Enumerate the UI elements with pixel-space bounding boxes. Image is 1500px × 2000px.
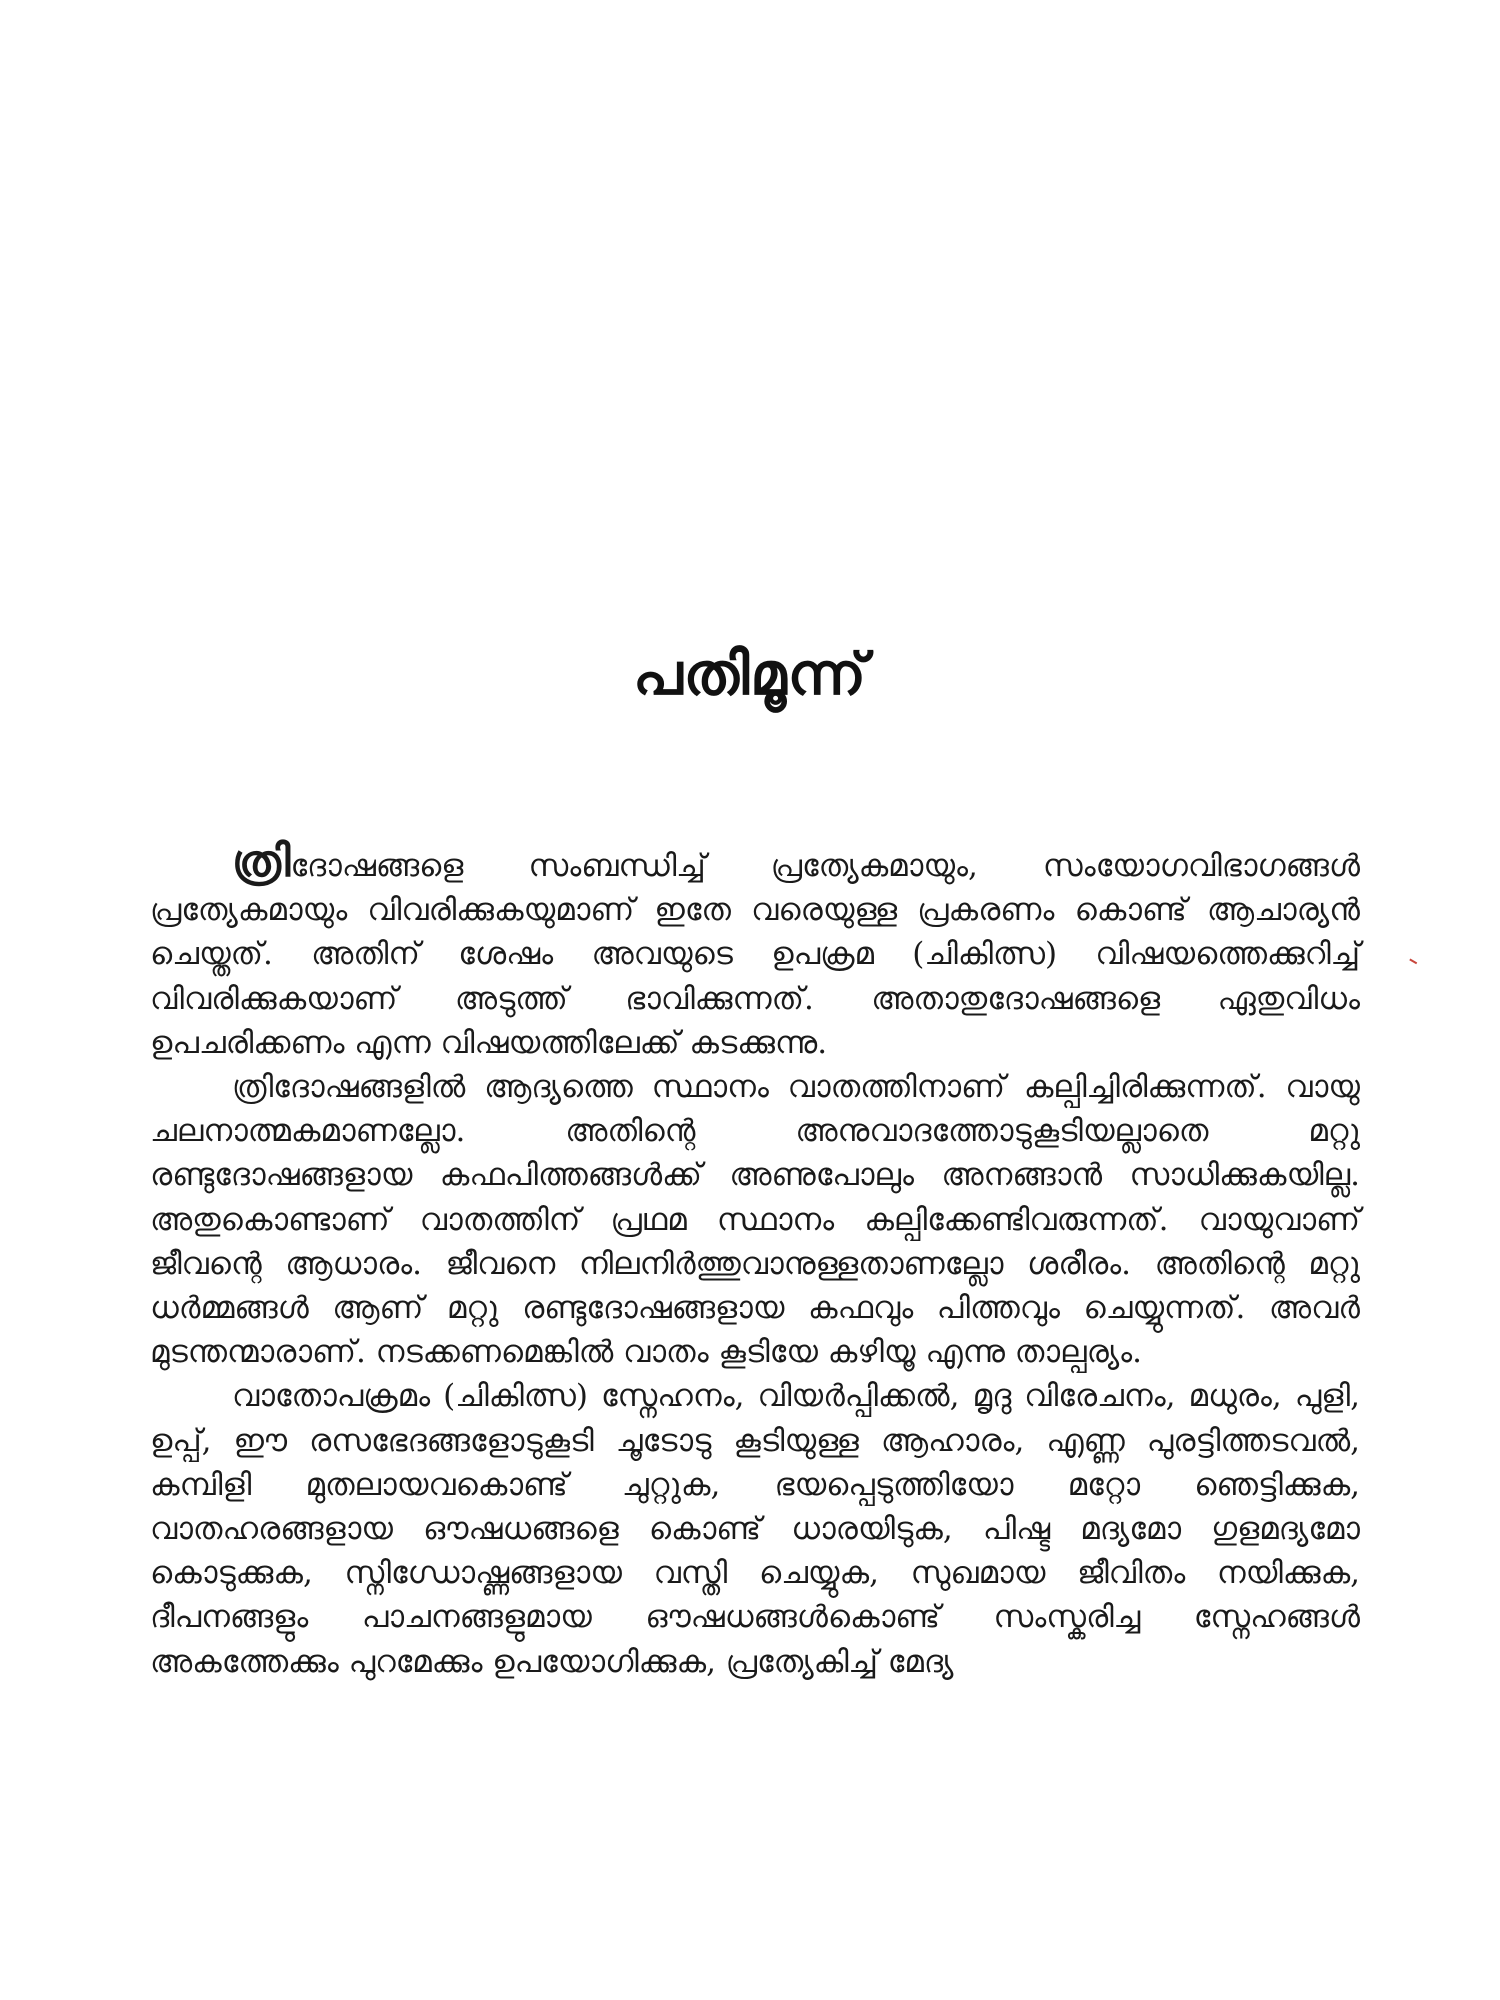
paragraph-3: വാതോപക്രമം (ചികിത്സ) സ്നേഹനം, വിയർപ്പിക്കൽ, മൃദു വിരേചനം, മധുരം, പുളി, ഉപ്പ്, ഈ രസഭേദങ്ങളോടുകൂടി ചൂടോടു കൂടിയുള്ള ആഹാരം, എണ്ണ പുരട്ടിത്തടവൽ, കമ്പിളി മുതലായവകൊണ്ട് ചുറ്റുക, ഭയപ്പെടുത്തിയോ മറ്റോ ഞെട്ടിക്കുക, വാതഹരങ്ങളായ ഔഷധങ്ങളെ കൊണ്ട് ധാരയിടുക, പിഷ്ട മദ്യമോ ഗുളമദ്യമോ കൊടുക്കുക, സ്നിഗ്ധോഷ്ണങ്ങളായ വസ്തി ചെയ്യുക, സുഖമായ ജീവിതം നയിക്കുക, ദീപനങ്ങളും പാചനങ്ങളുമായ ഔഷധങ്ങൾകൊണ്ട് സംസ്കരിച്ച സ്നേഹങ്ങൾ അകത്തേക്കും പുറമേക്കും ഉപയോഗിക്കുക, പ്രത്യേകിച്ച് മേദ്യ bbox=[150, 1378, 1360, 1680]
paragraph-lead: ത്രി bbox=[232, 836, 291, 887]
body-text bbox=[150, 836, 1360, 1684]
margin-mark bbox=[1407, 958, 1417, 968]
paragraph-2: ത്രിദോഷങ്ങളിൽ ആദ്യത്തെ സ്ഥാനം വാതത്തിനാണ് കല്പിച്ചിരിക്കുന്നത്. വായു ചലനാത്മകമാണല്ലോ. അതിന്റെ അനുവാദത്തോടുകൂടിയല്ലാതെ മറ്റു രണ്ടുദോഷങ്ങളായ കഫപിത്തങ്ങൾക്ക് അണുപോലും അനങ്ങാൻ സാധിക്കുകയില്ല. അതുകൊണ്ടാണ് വാതത്തിന് പ്രഥമ സ്ഥാനം കല്പിക്കേണ്ടിവരുന്നത്. വായുവാണ് ജീവന്റെ ആധാരം. ജീവനെ നിലനിർത്തുവാനുള്ളതാണല്ലോ ശരീരം. അതിന്റെ മറ്റു ധർമ്മങ്ങൾ ആണ് മറ്റു രണ്ടുദോഷങ്ങളായ കഫവും പിത്തവും ചെയ്യുന്നത്. അവർ മുടന്തന്മാരാണ്. നടക്കണമെങ്കിൽ വാതം കൂടിയേ കഴിയൂ എന്നു താല്പര്യം. bbox=[150, 1069, 1360, 1371]
chapter-title: പതിമൂന്ന് bbox=[633, 640, 867, 708]
paragraph-1 bbox=[150, 836, 1360, 1065]
paragraph-text: ദോഷങ്ങളെ സംബന്ധിച്ച് പ്രത്യേകമായും, സംയോഗവിഭാഗങ്ങൾ പ്രത്യേകമായും വിവരിക്കുകയുമാണ് ഇതേ വരെയുള്ള പ്രകരണം കൊണ്ട് ആചാര്യൻ ചെയ്തത്. അതിന് ശേഷം അവയുടെ ഉപക്രമ (ചികിത്സ) വിഷയത്തെക്കുറിച്ച് വിവരിക്കുകയാണ് അടുത്ത് ഭാവിക്കുന്നത്. അതാതുദോഷങ്ങളെ ഏതുവിധം ഉപചരിക്കണം എന്ന വിഷയത്തിലേക്ക് കടക്കുന്നു. bbox=[150, 848, 1360, 1061]
